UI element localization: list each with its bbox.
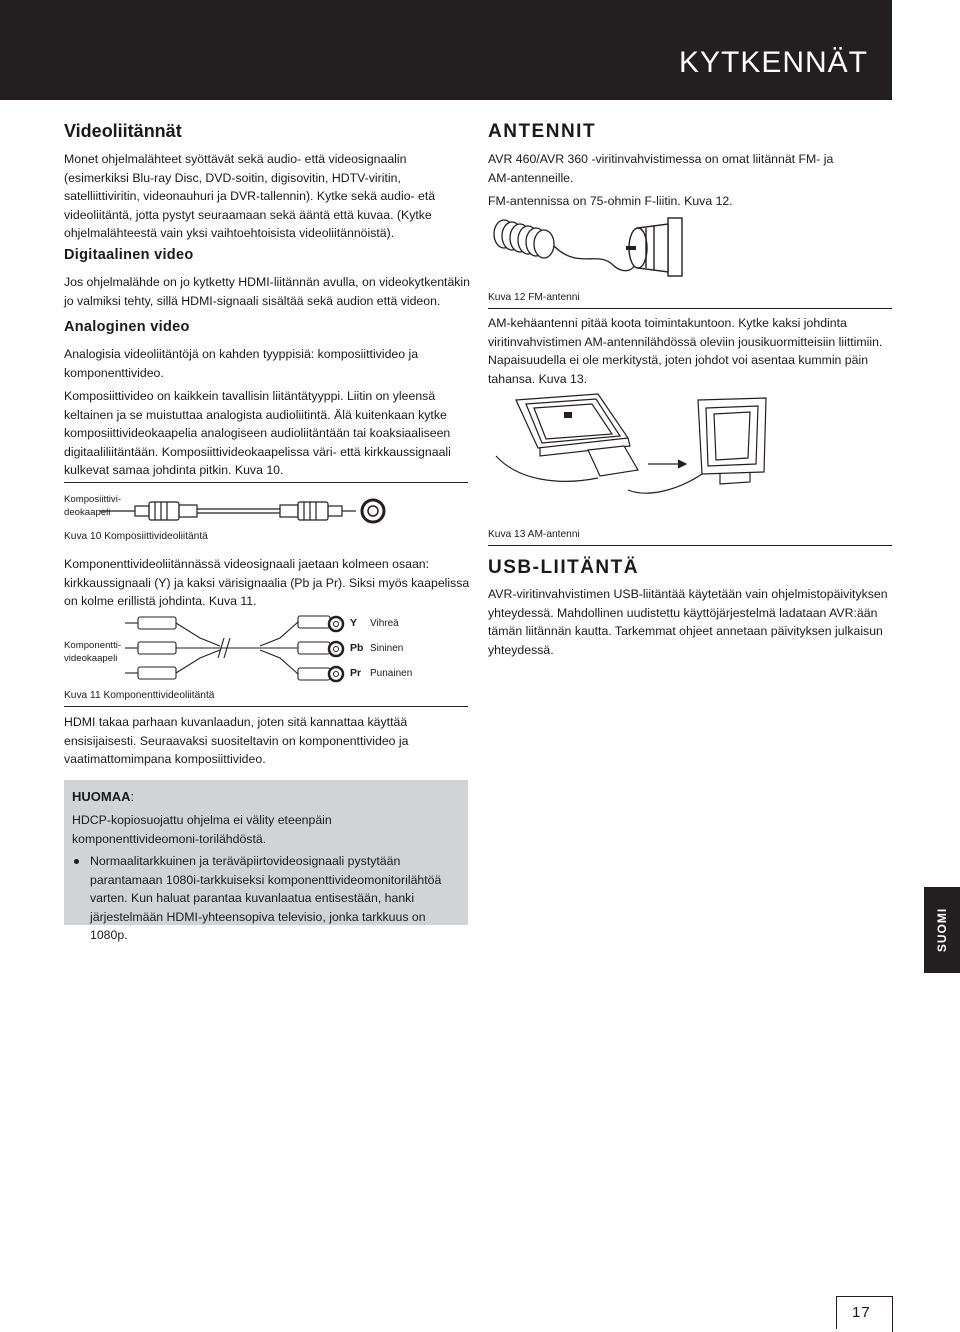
note-text: HDCP-kopiosuojattu ohjelma ei välity eteenpäin komponenttivideomoni-torilähdöstä. bbox=[72, 813, 332, 846]
fig11-caption: Kuva 11 Komponenttivideoliitäntä bbox=[64, 690, 215, 701]
fig11-pb-label: Pb bbox=[350, 642, 364, 654]
antenna-text-2: FM-antennissa on 75-ohmin F-liitin. Kuva 12. bbox=[488, 194, 733, 208]
page-title: KYTKENNÄT bbox=[678, 46, 868, 79]
am-text: AM-kehäantenni pitää koota toimintakuntoon. Kytke kaksi johdinta viritinvahvistimen AM-antennilähdössä oleviin jousikuormitteisiin liittimiin. Napaisuudella ei ole merkitystä, joten johdot voi asentaa kummin päin tahansa. Kuva 13. bbox=[488, 316, 883, 386]
divider bbox=[64, 482, 468, 483]
divider bbox=[64, 706, 468, 707]
fig10-label: Komposiittivi- deokaapeli bbox=[64, 494, 122, 518]
usb-heading: USB-LIITÄNTÄ bbox=[488, 557, 639, 578]
component-jacks-icon bbox=[326, 614, 346, 684]
video-intro: Monet ohjelmalähteet syöttävät sekä audio- että videosignaalin (esimerkiksi Blu-ray Disc, DVD-soitin, digisovitin, HDTV-viritin, satelliittiviritin, videonauhuri ja DVR-tallennin). Kytke sekä audio- etä videoliitäntä, jotta pystyt seuraamaan sekä ääntä että kuvaa. (Kytke ohjelmalähteestä vain yksi vaihtoehtoisista videoliitännöistä). bbox=[64, 152, 436, 240]
list-item: Normaalitarkkuinen ja teräväpiirtovideosignaali pystytään parantamaan 1080i-tarkkuiseksi komponenttivideomonitorilähtöä varten. Kun haluat parantaa kuvanlaatua entisestään, hanki järjestelmään HDMI-yhteensopiva televisio, jonka tarkkuus on 1080p. bbox=[72, 852, 462, 945]
fig11-y-label: Y bbox=[350, 617, 358, 629]
am-antenna-illustration bbox=[488, 390, 778, 500]
note-list bbox=[72, 852, 462, 945]
fig13-caption: Kuva 13 AM-antenni bbox=[488, 529, 580, 540]
fig11-pr-label: Pr bbox=[350, 667, 362, 679]
composite-cable-illustration bbox=[100, 492, 400, 532]
fig11-label: Komponentti- videokaapeli bbox=[64, 640, 122, 664]
component-cable-illustration bbox=[120, 608, 350, 688]
fig11-pr-color: Punainen bbox=[370, 668, 413, 679]
fig11-y-color: Vihreä bbox=[370, 618, 399, 629]
language-tab: SUOMI bbox=[924, 887, 960, 973]
divider bbox=[488, 308, 892, 309]
antenna-text-1: AVR 460/AVR 360 -viritinvahvistimessa on omat liitännät FM- ja AM-antenneille. bbox=[488, 152, 834, 185]
usb-text: AVR-viritinvahvistimen USB-liitäntää käytetään vain ohjelmistopäivityksen yhteydessä. Mahdollinen uudistettu käyttöjärjestelmä ladataan AVR:ään tämän liitännän kautta. Tarkemmat ohjeet annetaan päivityksen julkaisun yhteydessä. bbox=[488, 587, 888, 657]
analog-heading: Analoginen video bbox=[64, 319, 190, 335]
analog-text-1: Analogisia videoliitäntöjä on kahden tyyppisiä: komposiittivideo ja komponenttivideo. bbox=[64, 347, 419, 380]
digital-heading: Digitaalinen video bbox=[64, 247, 194, 263]
antenna-heading: ANTENNIT bbox=[488, 121, 597, 142]
hdmi-text: HDMI takaa parhaan kuvanlaadun, joten sitä kannattaa käyttää ensisijaisesti. Seuraavaksi suositeltavin on komponenttivideo ja vaatimattomimpana komposiittivideo. bbox=[64, 715, 409, 766]
fig11-pb-color: Sininen bbox=[370, 643, 404, 654]
page-number: 17 bbox=[852, 1304, 871, 1321]
video-heading: Videoliitännät bbox=[64, 121, 182, 141]
note-title: HUOMAA: bbox=[72, 789, 135, 804]
fig12-caption: Kuva 12 FM-antenni bbox=[488, 292, 580, 303]
analog-text-2: Komposiittivideo on kaikkein tavallisin liitäntätyyppi. Liitin on yleensä keltainen ja se muistuttaa analogista audioliitintä. Älä kuitenkaan kytke komposiittivideokaapelia analogiseen audioliitäntään tai koaksiaaliseen digitaaliliitäntään. Komposiittivideokaapelissa väri- että kirkkaussignaali kulkevat samaa johdinta pitkin. Kuva 10. bbox=[64, 389, 451, 477]
component-text: Komponenttivideoliitännässä videosignaali jaetaan kolmeen osaan: kirkkaussignaali (Y) ja kaksi värisignaalia (Pb ja Pr). Siksi myös kaapelissa on kolme erillistä johdinta. Kuva 11. bbox=[64, 557, 470, 608]
divider bbox=[488, 545, 892, 546]
digital-text: Jos ohjelmalähde on jo kytketty HDMI-liitännän avulla, on videokytkentäkin jo valmiksi tehty, sillä HDMI-signaali sisältää sekä audion että videon. bbox=[64, 275, 471, 308]
fm-antenna-illustration bbox=[488, 210, 708, 288]
fig10-caption: Kuva 10 Komposiittivideoliitäntä bbox=[64, 531, 208, 542]
